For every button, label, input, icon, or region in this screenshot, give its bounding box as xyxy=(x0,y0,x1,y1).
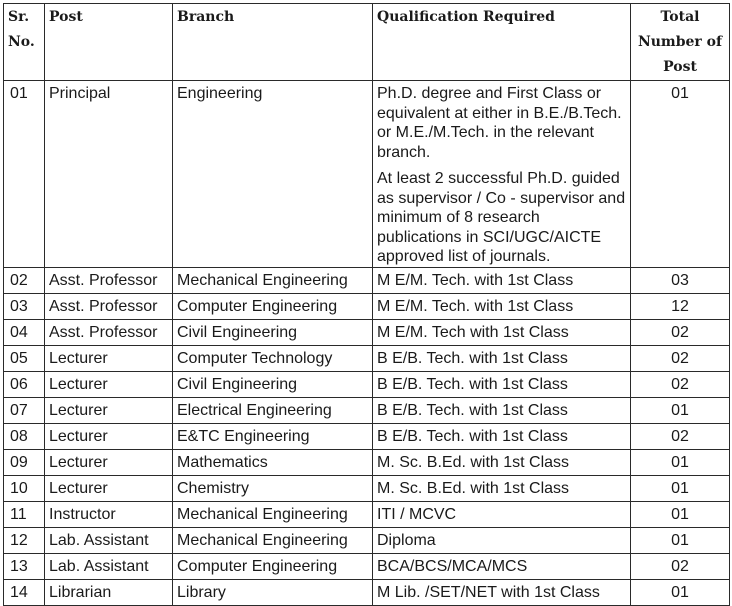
cell-branch: Engineering xyxy=(173,81,373,268)
cell-branch: E&TC Engineering xyxy=(173,423,373,449)
table-row xyxy=(4,579,730,605)
header-sr-no: Sr. No. xyxy=(4,4,45,81)
table-row xyxy=(4,345,730,371)
table-body xyxy=(4,81,730,606)
cell-branch: Electrical Engineering xyxy=(173,397,373,423)
cell-post: Instructor xyxy=(45,501,173,527)
cell-total: 02 xyxy=(631,319,730,345)
cell-qualification: M E/M. Tech. with 1st Class xyxy=(373,267,631,293)
cell-qualification: M Lib. /SET/NET with 1st Class xyxy=(373,579,631,605)
cell-branch: Computer Technology xyxy=(173,345,373,371)
cell-post: Lab. Assistant xyxy=(45,553,173,579)
table-row xyxy=(4,397,730,423)
table-header xyxy=(4,4,730,81)
cell-branch: Library xyxy=(173,579,373,605)
cell-sr: 06 xyxy=(4,371,45,397)
cell-qualification: Diploma xyxy=(373,527,631,553)
cell-post: Lecturer xyxy=(45,397,173,423)
cell-post: Librarian xyxy=(45,579,173,605)
qualification-paragraph-2: At least 2 successful Ph.D. guided as supervisor / Co - supervisor and minimum of 8 research publications in SCI/UGC/AICTE approved list of journals. xyxy=(377,170,626,265)
cell-sr: 09 xyxy=(4,449,45,475)
cell-sr: 12 xyxy=(4,527,45,553)
cell-total: 01 xyxy=(631,397,730,423)
cell-qualification: BCA/BCS/MCA/MCS xyxy=(373,553,631,579)
cell-branch: Mechanical Engineering xyxy=(173,267,373,293)
table-row xyxy=(4,319,730,345)
cell-total: 02 xyxy=(631,553,730,579)
cell-branch: Computer Engineering xyxy=(173,553,373,579)
cell-qualification xyxy=(373,81,631,268)
cell-sr: 08 xyxy=(4,423,45,449)
cell-branch: Civil Engineering xyxy=(173,371,373,397)
cell-total: 02 xyxy=(631,345,730,371)
cell-post: Lecturer xyxy=(45,423,173,449)
cell-branch: Mechanical Engineering xyxy=(173,527,373,553)
cell-post: Principal xyxy=(45,81,173,268)
cell-total: 01 xyxy=(631,81,730,268)
cell-total: 03 xyxy=(631,267,730,293)
header-qualification: Qualification Required xyxy=(373,4,631,81)
cell-sr: 07 xyxy=(4,397,45,423)
cell-branch: Mathematics xyxy=(173,449,373,475)
header-total-posts: Total Number of Post xyxy=(631,4,730,81)
table-row xyxy=(4,475,730,501)
table-row xyxy=(4,267,730,293)
cell-post: Asst. Professor xyxy=(45,293,173,319)
cell-total: 02 xyxy=(631,371,730,397)
cell-qualification: ITI / MCVC xyxy=(373,501,631,527)
cell-qualification: M E/M. Tech. with 1st Class xyxy=(373,293,631,319)
cell-branch: Civil Engineering xyxy=(173,319,373,345)
table-row xyxy=(4,553,730,579)
header-branch: Branch xyxy=(173,4,373,81)
cell-branch: Mechanical Engineering xyxy=(173,501,373,527)
cell-sr: 02 xyxy=(4,267,45,293)
cell-branch: Chemistry xyxy=(173,475,373,501)
cell-total: 02 xyxy=(631,423,730,449)
qualification-paragraph-1: Ph.D. degree and First Class or equivalent at either in B.E./B.Tech. or M.E./M.Tech. in the relevant branch. xyxy=(377,85,622,161)
cell-total: 01 xyxy=(631,449,730,475)
cell-post: Lecturer xyxy=(45,345,173,371)
cell-qualification: M E/M. Tech with 1st Class xyxy=(373,319,631,345)
cell-sr: 01 xyxy=(4,81,45,268)
header-row xyxy=(4,4,730,81)
cell-sr: 03 xyxy=(4,293,45,319)
cell-branch: Computer Engineering xyxy=(173,293,373,319)
table-row xyxy=(4,371,730,397)
cell-total: 01 xyxy=(631,501,730,527)
cell-total: 01 xyxy=(631,527,730,553)
cell-post: Asst. Professor xyxy=(45,319,173,345)
cell-post: Lecturer xyxy=(45,371,173,397)
cell-post: Lecturer xyxy=(45,449,173,475)
cell-post: Asst. Professor xyxy=(45,267,173,293)
table-row xyxy=(4,81,730,268)
header-post: Post xyxy=(45,4,173,81)
cell-sr: 04 xyxy=(4,319,45,345)
table-row xyxy=(4,423,730,449)
cell-post: Lecturer xyxy=(45,475,173,501)
cell-sr: 14 xyxy=(4,579,45,605)
recruitment-table-wrapper xyxy=(3,3,730,606)
cell-sr: 05 xyxy=(4,345,45,371)
cell-post: Lab. Assistant xyxy=(45,527,173,553)
recruitment-table xyxy=(3,3,730,606)
cell-qualification: B E/B. Tech. with 1st Class xyxy=(373,397,631,423)
cell-qualification: B E/B. Tech. with 1st Class xyxy=(373,345,631,371)
table-row xyxy=(4,449,730,475)
cell-qualification: B E/B. Tech. with 1st Class xyxy=(373,371,631,397)
table-row xyxy=(4,501,730,527)
cell-qualification: M. Sc. B.Ed. with 1st Class xyxy=(373,475,631,501)
table-row xyxy=(4,527,730,553)
cell-sr: 13 xyxy=(4,553,45,579)
cell-sr: 11 xyxy=(4,501,45,527)
table-row xyxy=(4,293,730,319)
cell-total: 01 xyxy=(631,579,730,605)
cell-total: 12 xyxy=(631,293,730,319)
cell-qualification: M. Sc. B.Ed. with 1st Class xyxy=(373,449,631,475)
cell-total: 01 xyxy=(631,475,730,501)
cell-qualification: B E/B. Tech. with 1st Class xyxy=(373,423,631,449)
cell-sr: 10 xyxy=(4,475,45,501)
